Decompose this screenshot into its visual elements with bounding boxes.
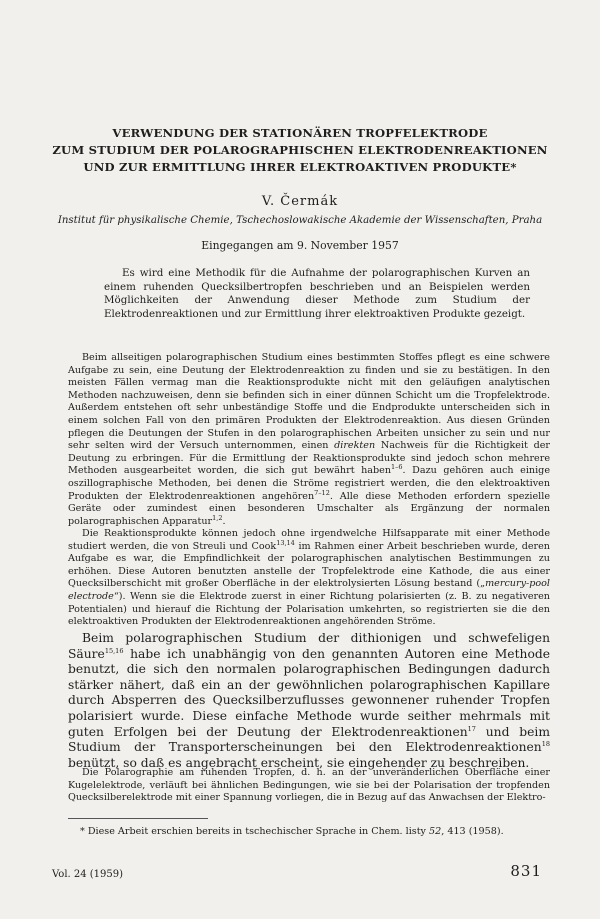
volume-info: Vol. 24 (1959) <box>52 869 124 880</box>
text-run: und beim Studium der Transporterscheinungen bei den Elektrodenreaktionen <box>68 724 550 755</box>
citation-ref: 13,14 <box>276 538 295 547</box>
text-run: Beim polarographischen Studium der dithionigen und schwefeligen Säure <box>68 631 550 661</box>
text-run: , 413 (1958). <box>441 826 504 837</box>
citation-ref: 18 <box>541 740 550 749</box>
footnote <box>80 826 550 838</box>
text-run: . Dazu gehören auch einige oszillographische Methoden, bei denen die Ströme registriert werden, die den elektroaktiven Produkten der Elektrodenreaktionen angehören <box>68 465 550 502</box>
received-date: Eingegangen am 9. November 1957 <box>201 239 399 252</box>
page-number: 831 <box>510 862 542 880</box>
text-run: Nachweis für die Richtigkeit der Deutung zu erbringen. Für die Ermittlung der Reaktionsprodukte sind jedoch schon mehrere Methoden ausgearbeitet worden, die sich gut bewährt haben <box>68 440 550 477</box>
emphasis-text: mercury-pool electrode <box>68 578 550 602</box>
paragraph-2 <box>68 528 550 629</box>
citation-ref: 1–6 <box>391 463 403 472</box>
footnote-divider <box>68 818 208 819</box>
author-affiliation: Institut für physikalische Chemie, Tschechoslowakische Akademie der Wissenschaften, Praha <box>57 215 543 226</box>
text-run: “). Wenn sie die Elektrode zuerst in einer Richtung polarisierten (z. B. zu negativeren Potentialen) und hierauf die Richtung der Polarisation umkehrten, so registrierten sie die den elektroaktiven Produkten der Elektrodenreaktionen angehörenden Ströme. <box>68 590 550 628</box>
text-run: * Diese Arbeit erschien bereits in tschechischer Sprache in Chem. listy <box>80 826 430 837</box>
abstract: Es wird eine Methodik für die Aufnahme der polarographischen Kurven an einem ruhenden Quecksilbertropfen beschrieben und an Beispielen werden Möglichkeiten der Anwendung dieser Methode zum Studium der Elektrodenreaktionen und zur Ermittlung ihrer elektroaktiven Produkte gezeigt. <box>104 267 530 320</box>
title-line-1: VERWENDUNG DER STATIONÄREN TROPFELEKTRODE <box>112 126 488 140</box>
author-name: V. Čermák <box>261 194 339 209</box>
paragraph-1 <box>68 352 550 528</box>
citation-ref: 1,2 <box>212 513 223 522</box>
text-run: benützt, so daß es angebracht erscheint, sie eingehender zu beschreiben. <box>68 755 530 770</box>
text-run: Die Reaktionsprodukte können jedoch ohne irgendwelche Hilfsapparate mit einer Methode studiert werden, die von Streuli und Cook <box>68 528 550 552</box>
title-line-2: ZUM STUDIUM DER POLAROGRAPHISCHEN ELEKTRODENREAKTIONEN <box>52 143 548 157</box>
article-title <box>30 125 570 176</box>
text-run: . <box>222 515 226 527</box>
emphasis-text: 52 <box>429 826 442 837</box>
text-run: . Alle diese Methoden erfordern spezielle Geräte oder zumindest einen besonderen Umschalter als Ergänzung der normalen polarographischen Apparatur <box>68 490 550 527</box>
citation-ref: 15,16 <box>104 646 124 655</box>
text-run: habe ich unabhängig von den genannten Autoren eine Methode benutzt, die sich den normalen polarographischen Bedingungen dadurch stärker nähert, daß ein an der gewöhnlichen polarographischen Kapillare durch Absperren des Quecksilberzuflusses gewonnener ruhender Tropfen polarisiert wurde. Diese einfache Methode wurde seither mehrmals mit guten Erfolgen bei der Deutung der Elektrodenreaktionen <box>68 646 550 739</box>
text-run: im Rahmen einer Arbeit beschrieben wurde, deren Aufgabe es war, die Empfindlichkeit der polarographischen analytischen Bestimmungen zu erhöhen. Diese Autoren benutzten anstelle der Tropfelektrode eine Kathode, die aus einer Quecksilberschicht mit großer Oberfläche in der elektrolysierten Lösung bestand („ <box>68 540 550 590</box>
paragraph-3 <box>68 631 550 771</box>
citation-ref: 17 <box>467 724 476 733</box>
emphasis-text: direkten <box>334 440 376 452</box>
title-line-3: UND ZUR ERMITTLUNG IHRER ELEKTROAKTIVEN PRODUKTE* <box>83 160 517 174</box>
citation-ref: 7–12 <box>314 488 330 497</box>
paragraph-4: Die Polarographie am ruhenden Tropfen, d. h. an der unveränderlichen Oberfläche einer Kugelelektrode, verläuft bei ähnlichen Bedingungen, wie sie bei der Polarisation der tropfenden Quecksilberelektrode mit einer Spannung vorliegen, die in Bezug auf das Anwachsen der Elektro- <box>68 767 550 804</box>
text-run: Beim allseitigen polarographischen Studium eines bestimmten Stoffes pflegt es eine schwere Aufgabe zu sein, eine Deutung der Elektrodenreaktion zu finden und sie zu bestätigen. In den meisten Fällen vermag man die Reaktionsprodukte nicht mit den geläufigen analytischen Methoden nachzuweisen, denn sie befinden sich in einer dünnen Schicht um die Tropfelektrode. Außerdem entstehen oft sehr unbeständige Stoffe und die Endprodukte unterscheiden sich in einem solchen Fall von den primären Produkten der Elektrodenreaktion. Aus diesen Gründen pflegen die Deutungen der Stufen in den polarographischen Arbeiten unsicher zu sein und nur sehr selten wird der Versuch unternommen, einen <box>68 352 550 452</box>
